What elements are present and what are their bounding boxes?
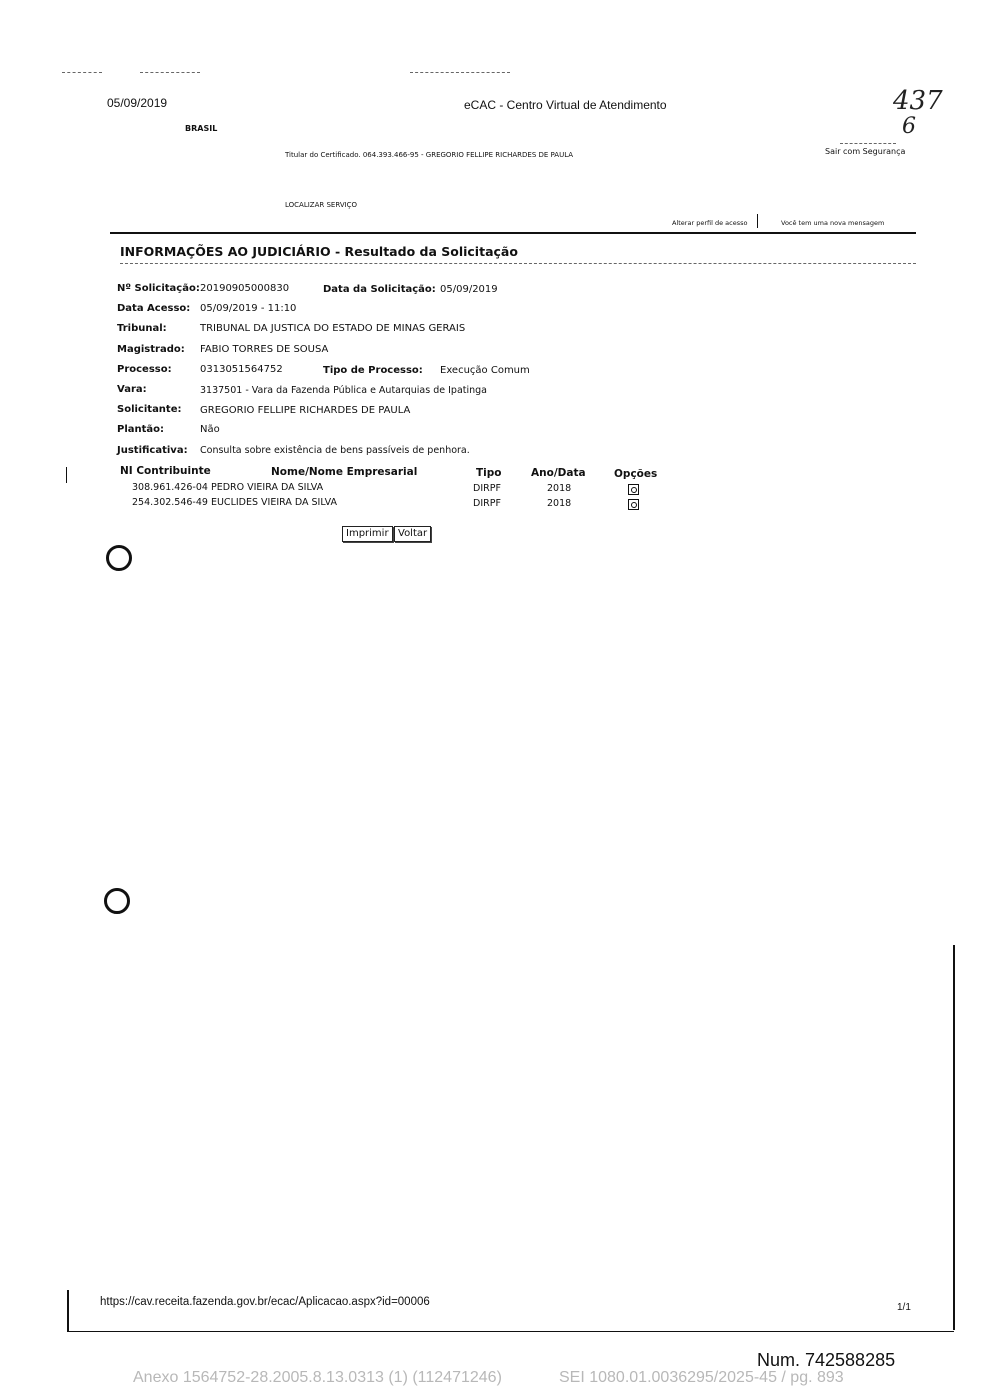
view-document-icon[interactable]	[628, 499, 639, 510]
duty: Não	[200, 424, 220, 435]
justification: Consulta sobre existência de bens passíveis de penhora.	[200, 445, 470, 456]
footer-divider	[67, 1331, 954, 1332]
vara: 3137501 - Vara da Fazenda Pública e Autarquias de Ipatinga	[200, 385, 488, 396]
new-message-link[interactable]: Você tem uma nova mensagem	[781, 219, 885, 227]
court: TRIBUNAL DA JUSTICA DO ESTADO DE MINAS GERAIS	[200, 323, 466, 334]
app-title: eCAC - Centro Virtual de Atendimento	[464, 98, 667, 112]
column-header-year: Ano/Data	[531, 467, 586, 479]
row-taxpayer: 254.302.546-49 EUCLIDES VIEIRA DA SILVA	[132, 497, 338, 508]
process-type: Execução Comum	[440, 365, 530, 376]
punch-hole-top	[106, 545, 132, 571]
page-count: 1/1	[897, 1302, 911, 1313]
request-date-label: Data da Solicitação:	[323, 284, 436, 295]
duty-label: Plantão:	[117, 424, 165, 435]
country-label: BRASIL	[185, 124, 218, 133]
court-label: Tribunal:	[117, 323, 167, 334]
row-year: 2018	[547, 498, 572, 509]
annex-reference: Anexo 1564752-28.2005.8.13.0313 (1) (112471246)	[133, 1369, 502, 1386]
row-type: DIRPF	[473, 498, 501, 509]
punch-hole-bottom	[104, 888, 130, 914]
vara-label: Vara:	[117, 384, 147, 395]
certificate-holder: Titular do Certificado. 064.393.466-95 - GREGORIO FELLIPE RICHARDES DE PAULA	[285, 151, 574, 159]
process-type-label: Tipo de Processo:	[323, 365, 423, 376]
row-taxpayer: 308.961.426-04 PEDRO VIEIRA DA SILVA	[132, 482, 324, 493]
column-header-type: Tipo	[476, 467, 502, 479]
footer-url: https://cav.receita.fazenda.gov.br/ecac/Aplicacao.aspx?id=00006	[100, 1296, 430, 1308]
row-type: DIRPF	[473, 483, 501, 494]
access-date-label: Data Acesso:	[117, 303, 191, 314]
judge: FABIO TORRES DE SOUSA	[200, 344, 329, 355]
change-profile-link[interactable]: Alterar perfil de acesso	[672, 219, 748, 227]
print-button[interactable]: Imprimir	[342, 526, 393, 542]
logout-link[interactable]: Sair com Segurança	[825, 147, 906, 156]
process-number: 0313051564752	[200, 364, 283, 375]
request-number-label: Nº Solicitação:	[117, 283, 200, 294]
view-document-icon[interactable]	[628, 484, 639, 495]
judge-label: Magistrado:	[117, 344, 185, 355]
column-header-options: Opções	[614, 468, 658, 480]
request-number: 20190905000830	[200, 283, 290, 294]
back-button[interactable]: Voltar	[394, 526, 431, 542]
request-date: 05/09/2019	[440, 284, 498, 295]
locate-service-link[interactable]: LOCALIZAR SERVIÇO	[285, 201, 358, 209]
handwritten-subnumber: 6	[902, 114, 916, 139]
requester: GREGORIO FELLIPE RICHARDES DE PAULA	[200, 405, 411, 416]
column-header-name: Nome/Nome Empresarial	[271, 466, 418, 478]
access-date: 05/09/2019 - 11:10	[200, 303, 297, 314]
page-title: INFORMAÇÕES AO JUDICIÁRIO - Resultado da Solicitação	[120, 244, 518, 259]
document-number: Num. 742588285	[757, 1350, 896, 1370]
handwritten-page-number: 437	[893, 86, 943, 116]
sei-reference: SEI 1080.01.0036295/2025-45 / pg. 893	[559, 1369, 844, 1386]
title-underline	[120, 263, 916, 264]
justification-label: Justificativa:	[117, 445, 188, 456]
header-date: 05/09/2019	[107, 96, 168, 110]
process-label: Processo:	[117, 364, 172, 375]
column-header-ni: NI Contribuinte	[120, 465, 211, 477]
requester-label: Solicitante:	[117, 404, 182, 415]
header-divider	[110, 232, 916, 234]
row-year: 2018	[547, 483, 572, 494]
